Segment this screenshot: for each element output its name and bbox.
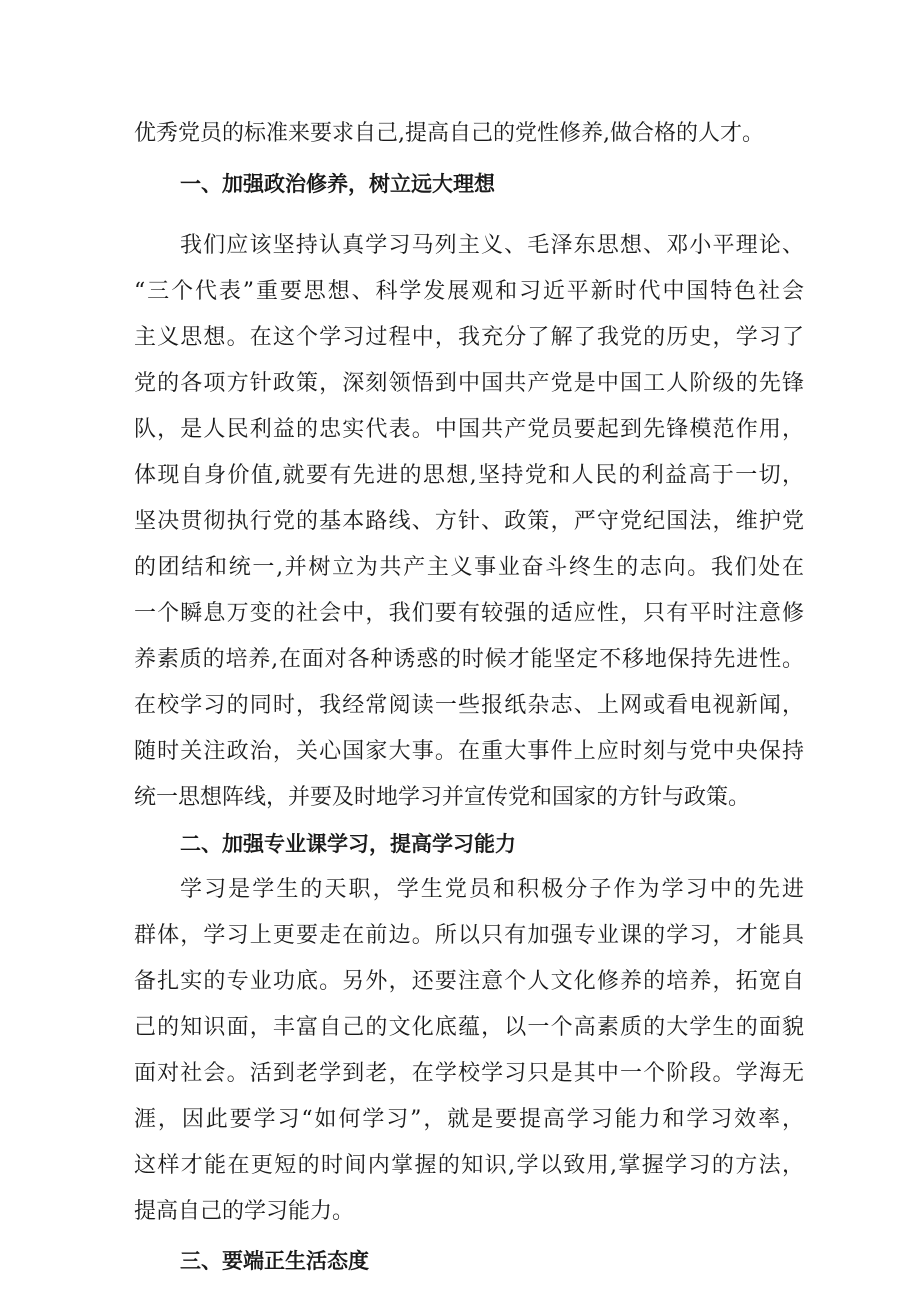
paragraph-line: “三个代表”重要思想、科学发展观和习近平新时代中国特色社会 — [134, 279, 804, 304]
paragraph-line: 提高自己的学习能力。 — [134, 1199, 355, 1224]
paragraph-line: 优秀党员的标准来要求自己,提高自己的党性修养,做合格的人才。 — [134, 121, 764, 146]
paragraph-line: 在校学习的同时，我经常阅读一些报纸杂志、上网或看电视新闻， — [134, 693, 804, 718]
paragraph-line: 队，是人民利益的忠实代表。中国共产党员要起到先锋模范作用， — [134, 417, 804, 442]
paragraph-line: 统一思想阵线，并要及时地学习并宣传党和国家的方针与政策。 — [134, 785, 751, 810]
section-heading-3: 三、要端正生活态度 — [180, 1249, 369, 1273]
section-heading-2: 二、加强专业课学习，提高学习能力 — [180, 832, 516, 856]
paragraph-line: 坚决贯彻执行党的基本路线、方针、政策，严守党纪国法，维护党 — [134, 509, 804, 534]
paragraph-line: 养素质的培养,在面对各种诱惑的时候才能坚定不移地保持先进性。 — [134, 647, 804, 672]
paragraph-line: 我们应该坚持认真学习马列主义、毛泽东思想、邓小平理论、 — [180, 233, 804, 258]
paragraph-line: 涯，因此要学习“如何学习”，就是要提高学习能力和学习效率， — [134, 1107, 804, 1132]
paragraph-line: 面对社会。活到老学到老，在学校学习只是其中一个阶段。学海无 — [134, 1061, 804, 1086]
paragraph-line: 学习是学生的天职，学生党员和积极分子作为学习中的先进 — [180, 877, 804, 902]
paragraph-line: 备扎实的专业功底。另外，还要注意个人文化修养的培养，拓宽自 — [134, 969, 804, 994]
paragraph-line: 随时关注政治，关心国家大事。在重大事件上应时刻与党中央保持 — [134, 739, 804, 764]
paragraph-line: 党的各项方针政策，深刻领悟到中国共产党是中国工人阶级的先锋 — [134, 371, 804, 396]
paragraph-line: 一个瞬息万变的社会中，我们要有较强的适应性，只有平时注意修 — [134, 601, 804, 626]
paragraph-line: 这样才能在更短的时间内掌握的知识,学以致用,掌握学习的方法， — [134, 1153, 804, 1178]
paragraph-line: 群体，学习上更要走在前边。所以只有加强专业课的学习，才能具 — [134, 923, 804, 948]
paragraph-line: 的团结和统一,并树立为共产主义事业奋斗终生的志向。我们处在 — [134, 555, 804, 580]
paragraph-line: 体现自身价值,就要有先进的思想,坚持党和人民的利益高于一切， — [134, 463, 804, 488]
section-heading-1: 一、加强政治修养，树立远大理想 — [180, 172, 495, 196]
paragraph-line: 主义思想。在这个学习过程中，我充分了解了我党的历史，学习了 — [134, 325, 804, 350]
paragraph-line: 己的知识面，丰富自己的文化底蕴，以一个高素质的大学生的面貌 — [134, 1015, 804, 1040]
